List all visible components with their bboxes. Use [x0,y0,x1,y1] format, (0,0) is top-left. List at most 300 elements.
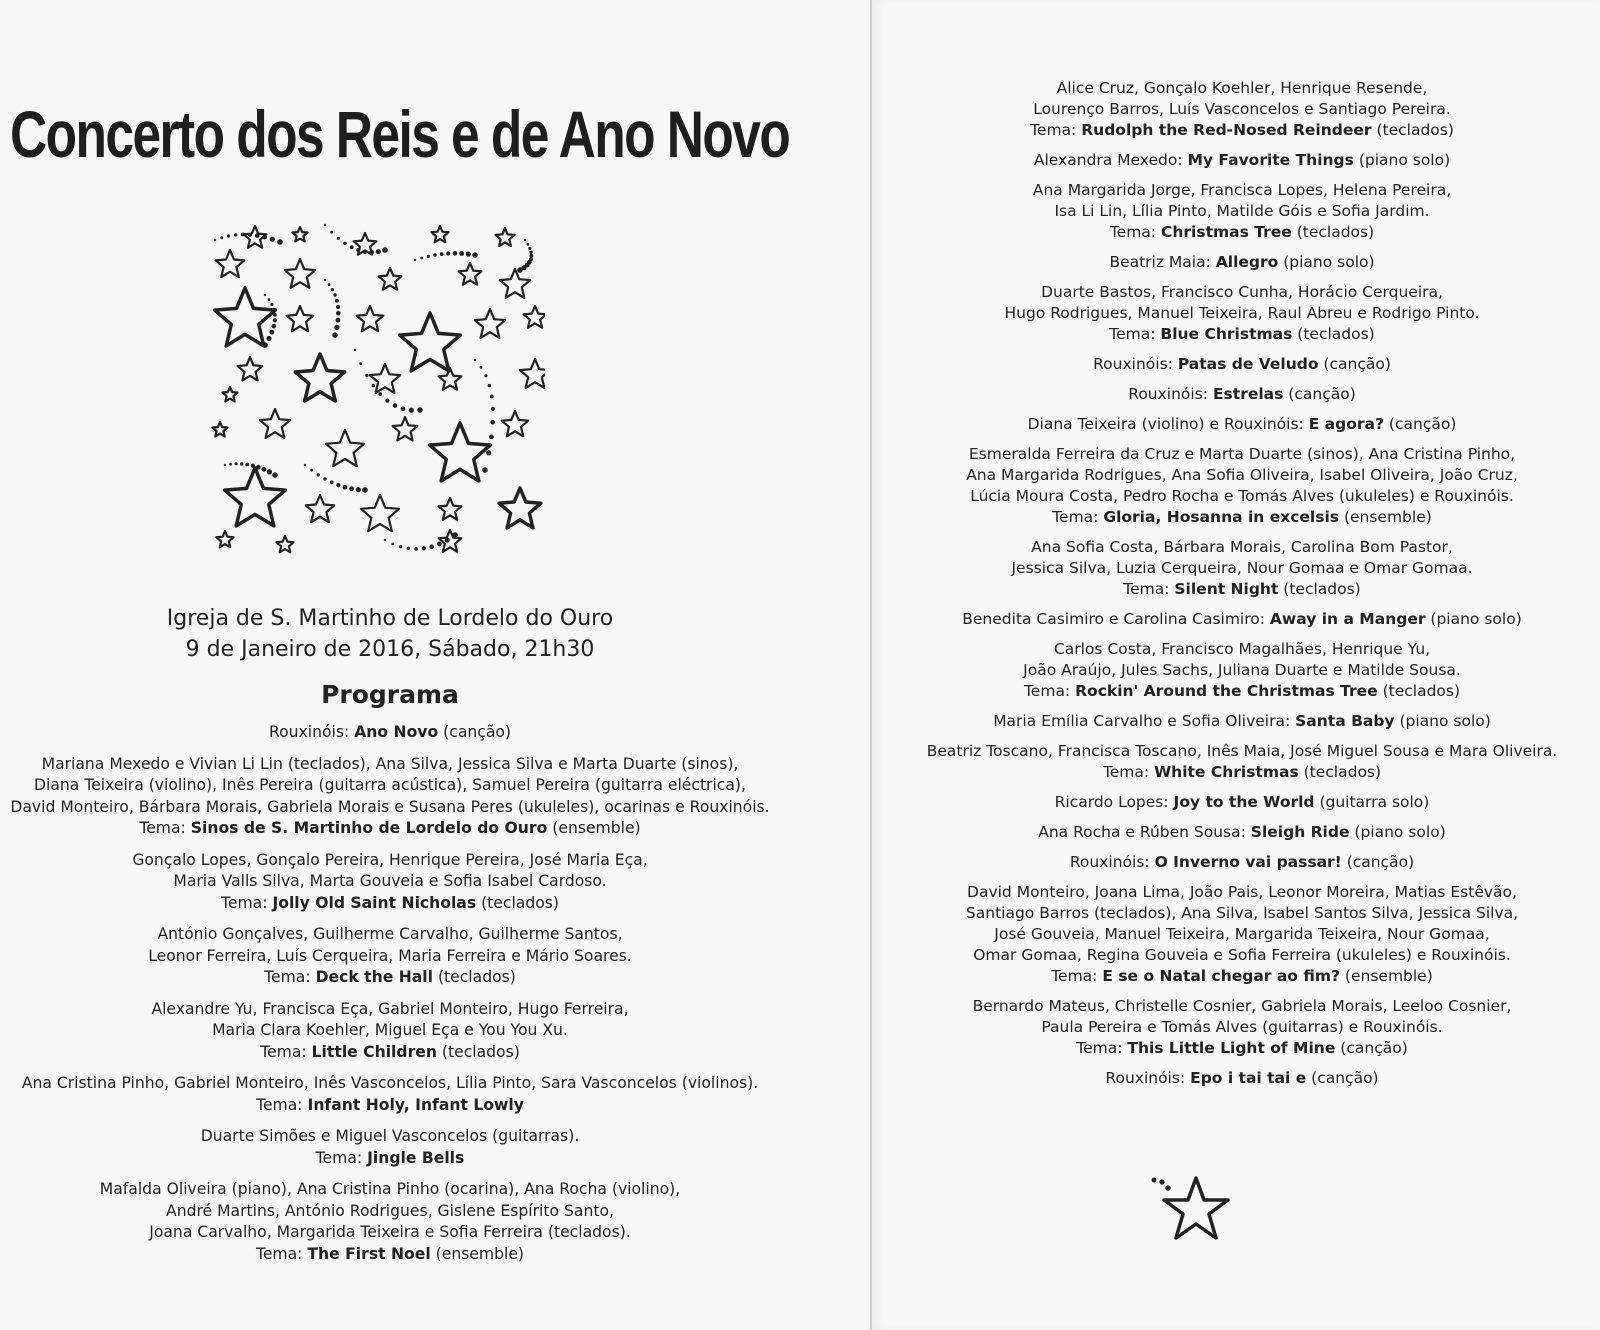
program-entry [0,1126,820,1169]
program-entry [902,996,1582,1059]
performers-line: Joana Carvalho, Margarida Teixeira e Sofia Ferreira (teclados). [149,1223,631,1241]
piece-title: Epo i tai tai e [1190,1069,1307,1087]
program-entry [902,384,1582,405]
star-dot [332,332,338,338]
piece-lead: Tema: [264,968,311,986]
star-dot [349,486,354,491]
performers-line: Hugo Rodrigues, Manuel Teixeira, Raul Abreu e Rodrigo Pinto. [1004,304,1480,322]
star-icon [1148,1170,1238,1250]
star-dot [229,463,232,466]
performers-line: Beatriz Toscano, Francisca Toscano, Inês Maia, José Miguel Sousa e Mara Oliveira. [926,742,1558,760]
performers-line: Ana Margarida Jorge, Francisca Lopes, Helena Pereira, [1032,181,1452,199]
star-dot [336,311,341,316]
star-dot [385,399,389,403]
piece-lead: Rouxinóis: [268,723,350,741]
star-dot [401,406,406,411]
piece-lead: Rouxinóis: [1128,385,1209,403]
piece-title: E agora? [1308,415,1384,433]
star-dot [1159,1179,1164,1184]
star-dot [354,349,356,351]
star-dot [262,235,267,240]
star-dot [264,294,266,296]
piece-lead: Tema: [1123,580,1170,598]
star-dot [452,532,458,538]
piece-lead: Alexandra Mexedo: [1033,151,1183,169]
performers-line: Paula Pereira e Tomás Alves (guitarras) e Rouxinóis. [1041,1018,1443,1036]
piece-format: (teclados) [1283,580,1361,598]
piece-lead: Tema: [1052,508,1099,526]
star-dot [267,469,272,474]
piece-line [0,1095,820,1117]
star-shape [439,498,462,520]
piece-lead: Ana Rocha e Rúben Sousa: [1038,823,1246,841]
piece-lead: Tema: [1109,325,1156,343]
program-heading: Programa [321,680,459,709]
piece-line [0,722,820,744]
star-shape [370,364,400,393]
performers-line: Mafalda Oliveira (piano), Ana Cristina Pinho (ocarina), Ana Rocha (violino), [99,1180,681,1198]
star-shape [357,306,384,331]
star-dot [414,547,418,551]
star-shape [502,411,529,436]
star-shape [400,313,461,371]
performers-line: Leonor Ferreira, Luís Cerqueira, Maria Ferreira e Mário Soares. [148,946,632,965]
piece-title: Little Children [311,1042,437,1061]
piece-line [902,966,1582,987]
piece-line [0,1244,820,1266]
piece-format: (teclados) [1382,682,1461,700]
star-dot [234,233,237,236]
program-entry [902,78,1582,141]
star-dot [255,233,260,238]
performers-line: Bernardo Mateus, Christelle Cosnier, Gabriela Morais, Leeloo Cosnier, [972,997,1512,1015]
program-entry [0,850,820,915]
performers-line: Duarte Bastos, Francisco Cunha, Horácio Cerqueira, [1041,283,1443,301]
piece-lead: Rouxinóis: [1093,355,1173,373]
star-dot [262,467,267,472]
piece-format: (guitarra solo) [1319,793,1430,811]
program-entry [0,1073,820,1116]
piece-title: Away in a Manger [1269,610,1426,628]
program-entry [902,741,1582,783]
piece-lead: Maria Emília Carvalho e Sofia Oliveira: [993,712,1291,730]
star-shape [439,530,462,552]
piece-title: White Christmas [1154,763,1299,781]
star-dot [277,239,283,245]
star-dot [527,243,530,246]
piece-line [0,893,820,915]
piece-format: (teclados) [1297,325,1375,343]
star-shape [285,259,315,288]
venue: Igreja de S. Martinho de Lordelo do Ouro [166,606,614,631]
star-dot [251,464,255,468]
performers-line: Mariana Mexedo e Vivian Li Lin (teclados), Ana Silva, Jessica Silva e Marta Duarte (sinos), [41,754,739,773]
program-entry [902,852,1582,873]
star-dot [240,462,243,465]
star-dot [268,298,271,301]
program-entry [902,444,1582,528]
program-entry [902,822,1582,843]
piece-title: Christmas Tree [1160,223,1292,241]
piece-line [902,1068,1582,1089]
star-dot [272,324,277,329]
star-shape [475,309,505,338]
star-shape [393,417,418,441]
performers-line: Maria Valls Silva, Marta Gouveia e Sofia Isabel Cardoso. [173,872,607,890]
star-dot [248,233,252,237]
piece-format: (ensemble) [435,1244,525,1263]
star-dot [323,477,326,480]
star-dot [409,408,414,413]
star-shape [430,423,491,481]
piece-lead: Tema: [221,893,268,912]
star-dot [474,359,476,361]
piece-line [902,852,1582,873]
star-dot [235,462,238,465]
piece-lead: Tema: [315,1148,363,1167]
star-dot [330,480,334,484]
performers-line: Lúcia Moura Costa, Pedro Rocha e Tomás Alves (ukuleles) e Rouxinóis. [970,487,1514,505]
piece-line [902,711,1582,732]
program-entry [902,150,1582,171]
performers-line: Duarte Simões e Miguel Vasconcelos (guitarras). [200,1127,580,1145]
star-dot [270,303,273,306]
star-dot [331,288,334,291]
star-shape [215,288,276,346]
performers-line: João Araújo, Jules Sachs, Juliana Duarte e Matilde Sousa. [1023,661,1461,679]
performers-line: Esmeralda Ferreira da Cruz e Marta Duarte (sinos), Ana Cristina Pinho, [968,445,1516,463]
star-dot [422,546,426,550]
star-shape [292,227,307,242]
piece-line [902,822,1582,843]
piece-format: (canção) [1311,1069,1379,1087]
star-dot [1152,1178,1157,1183]
star-dot [459,251,464,256]
event-date: 9 de Janeiro de 2016, Sábado, 21h30 [185,637,595,662]
piece-title: Gloria, Hosanna in excelsis [1103,508,1339,526]
star-dot [399,545,402,548]
star-dot [220,236,223,239]
piece-format: (ensemble) [552,819,641,837]
piece-line [902,681,1582,702]
star-dot [335,299,339,303]
star-dot [262,342,268,348]
piece-format: (teclados) [1296,223,1375,241]
star-dot [472,252,478,258]
piece-title: Blue Christmas [1160,325,1293,343]
piece-line [902,579,1582,600]
piece-lead: Tema: [1030,121,1077,139]
program-entry [902,639,1582,702]
piece-title: Sleigh Ride [1250,823,1350,841]
piece-title: Silent Night [1174,580,1279,598]
performers-line: Alice Cruz, Gonçalo Koehler, Henrique Resende, [1056,79,1428,97]
piece-title: E se o Natal chegar ao fim? [1102,967,1340,985]
piece-lead: Tema: [1076,1039,1123,1057]
star-shape [216,531,233,547]
star-dot [446,251,450,255]
performers-line: Isa Li Lin, Lília Pinto, Matilde Góis e Sofia Jardim. [1054,202,1430,220]
star-shape [520,359,545,388]
program-entry [902,282,1582,345]
piece-title: My Favorite Things [1187,151,1354,169]
star-shape [496,228,515,246]
piece-lead: Tema: [139,819,186,837]
star-shape [1164,1178,1228,1238]
star-dot [241,233,245,237]
piece-line [0,818,820,840]
star-dot [270,237,275,242]
star-dot [362,487,368,493]
star-dot [336,305,340,309]
star-shape [260,409,290,438]
program-list-right [902,78,1582,1098]
star-dot [273,318,277,322]
program-entry [902,180,1582,243]
star-dot [333,293,336,296]
star-dot [328,283,331,286]
piece-lead: Tema: [260,1042,307,1061]
star-shape [326,430,364,466]
star-dot [382,247,388,253]
piece-title: Jingle Bells [367,1148,465,1167]
piece-title: Patas de Veludo [1177,355,1319,373]
star-dot [414,259,416,261]
star-dot [310,469,313,472]
star-dot [482,467,488,473]
star-dot [529,251,532,254]
piece-line [902,324,1582,345]
stars-illustration [205,220,545,570]
program-entry [902,609,1582,630]
piece-line [902,252,1582,273]
star-dot [378,392,382,396]
star-shape [276,536,293,552]
piece-title: Rudolph the Red-Nosed Reindeer [1081,121,1372,139]
program-entry [0,924,820,989]
star-dot [369,250,374,255]
performers-line: Ana Sofia Costa, Bárbara Morais, Carolina Bom Pastor, [1031,538,1453,556]
program-entry [902,414,1582,435]
piece-lead: Tema: [1023,682,1071,700]
piece-format: (canção) [1323,355,1391,373]
star-shape [361,495,399,531]
star-dot [440,252,444,256]
program-entry [902,537,1582,600]
piece-format: (ensemble) [1343,508,1432,526]
piece-format: (piano solo) [1358,151,1451,169]
program-entry [902,792,1582,813]
performers-line: Carlos Costa, Francisco Magalhães, Henrique Yu, [1053,640,1431,658]
star-dot [489,435,494,440]
piece-format: (teclados) [437,968,516,986]
star-dot [491,420,496,425]
star-dot [420,257,423,260]
piece-line [902,1038,1582,1059]
star-shape [222,387,237,402]
star-dot [376,249,381,254]
star-dot [336,483,340,487]
performers-line: Gonçalo Lopes, Gonçalo Pereira, Henrique Pereira, José Maria Eça, [132,850,648,869]
piece-line [902,120,1582,141]
performers-line: António Gonçalves, Guilherme Carvalho, Guilherme Santos, [157,925,623,943]
star-dot [256,465,261,470]
piece-format: (teclados) [1376,121,1454,139]
star-dot [343,485,348,490]
star-shape [379,268,402,290]
program-entry [0,1179,820,1265]
piece-format: (ensemble) [1344,967,1433,985]
performers-line: Lourenço Barros, Luís Vasconcelos e Santiago Pereira. [1033,100,1451,118]
star-dot [407,547,410,550]
performers-line: André Martins, António Rodrigues, Gislene Espírito Santo, [166,1201,614,1220]
star-dot [427,255,430,258]
piece-lead: Tema: [1109,223,1157,241]
piece-lead: Rouxinóis: [1069,853,1150,871]
piece-format: (canção) [1346,853,1415,871]
star-dot [214,239,216,241]
performers-line: Alexandre Yu, Francisca Eça, Gabriel Monteiro, Hugo Ferreira, [151,999,629,1018]
piece-title: Ano Novo [354,723,439,741]
piece-line [902,507,1582,528]
piece-line [902,414,1582,435]
piece-format: (piano solo) [1399,712,1491,730]
performers-line: Ana Cristina Pinho, Gabriel Monteiro, Inês Vasconcelos, Lília Pinto, Sara Vasconcelos (violinos). [21,1074,759,1092]
star-dot [480,366,483,369]
piece-lead: Beatriz Maia: [1109,253,1211,271]
star-dot [517,267,523,273]
piece-format: (canção) [1340,1039,1408,1057]
piece-line [902,222,1582,243]
star-dot [324,224,326,226]
star-shape [238,357,263,381]
piece-line [0,1148,820,1170]
piece-format: (piano solo) [1283,253,1375,271]
star-dot [490,395,494,399]
star-shape [216,250,245,277]
star-dot [486,450,491,455]
star-dot [356,487,361,492]
star-shape [524,306,545,328]
star-dot [272,472,278,478]
piece-lead: Tema: [256,1095,303,1114]
performers-line: David Monteiro, Bárbara Morais, Gabriela Morais e Susana Peres (ukuleles), ocarinas e Rouxinóis. [10,797,770,816]
piece-title: Infant Holy, Infant Lowly [307,1095,524,1114]
star-dot [350,245,354,249]
star-shape [459,263,482,285]
program-entry [902,252,1582,273]
star-dot [1165,1185,1171,1191]
star-dot [524,239,526,241]
star-dot [391,543,394,546]
piece-lead: Tema: [255,1244,303,1263]
piece-line [902,150,1582,171]
program-entry [0,722,820,744]
star-shape [500,269,530,298]
star-dot [324,279,326,281]
star-dot [359,362,362,365]
concert-title: Concerto dos Reis e de Ano Novo [10,97,790,171]
performers-line: David Monteiro, Joana Lima, João Pais, Leonor Moreira, Matias Estêvão, [967,883,1517,901]
piece-line [0,967,820,989]
piece-format: (canção) [1288,385,1356,403]
performers-line: Diana Teixeira (violino), Inês Pereira (guitarra acústica), Samuel Pereira (guitarra eléctrica), [34,776,746,794]
star-shape [431,226,448,242]
star-dot [330,231,333,234]
piece-title: O Inverno vai passar! [1154,853,1342,871]
star-dot [466,252,471,257]
performers-line: Maria Clara Koehler, Miguel Eça e You You Xu. [212,1021,568,1039]
piece-line [902,384,1582,405]
performers-line: Jessica Silva, Luzia Cerqueira, Nour Gomaa e Omar Gomaa. [1011,559,1473,577]
star-dot [365,374,368,377]
program-entry [902,882,1582,987]
star-dot [393,403,398,408]
piece-line [0,1042,820,1064]
piece-line [902,762,1582,783]
star-dot [484,374,487,377]
piece-title: Deck the Hall [315,968,433,986]
piece-title: Sinos de S. Martinho de Lordelo do Ouro [190,819,548,837]
piece-format: (canção) [1388,415,1457,433]
star-dot [273,313,277,317]
performers-line: José Gouveia, Manuel Teixeira, Margarida Teixeira, Nour Gomaa, [994,925,1490,943]
piece-lead: Diana Teixeira (violino) e Rouxinóis: [1027,415,1304,433]
star-dot [445,537,450,542]
star-dot [363,249,368,254]
star-dot [270,330,275,335]
program-entry [902,354,1582,375]
right-page [870,0,1600,1330]
piece-lead: Tema: [1102,763,1150,781]
piece-title: Rockin' Around the Christmas Tree [1075,682,1378,700]
piece-lead: Rouxinóis: [1105,1069,1186,1087]
star-dot [372,384,375,387]
piece-format: (teclados) [441,1042,520,1061]
star-dot [417,407,423,413]
piece-title: Jolly Old Saint Nicholas [272,893,477,912]
program-entry [0,999,820,1064]
star-dot [317,473,320,476]
star-dot [224,464,226,466]
star-dot [337,237,340,240]
performers-line: Santiago Barros (teclados), Ana Silva, Isabel Santos Silva, Jessica Silva, [965,904,1519,922]
piece-title: The First Noel [307,1244,431,1263]
piece-lead: Tema: [1051,967,1098,985]
program-entry [902,711,1582,732]
piece-format: (piano solo) [1430,610,1522,628]
star-dot [227,234,230,237]
piece-line [902,354,1582,375]
piece-format: (teclados) [1303,763,1382,781]
star-dot [356,248,360,252]
star-shape [287,306,314,331]
piece-title: This Little Light of Mine [1127,1039,1336,1057]
program-entry [902,1068,1582,1089]
piece-title: Estrelas [1212,385,1284,403]
piece-title: Santa Baby [1295,712,1395,730]
star-shape [212,422,227,437]
piece-title: Joy to the World [1173,793,1315,811]
star-dot [433,253,436,256]
star-dot [336,318,341,323]
star-dot [245,463,249,467]
piece-format: (piano solo) [1354,823,1446,841]
star-dot [453,251,458,256]
star-dot [528,247,531,250]
star-shape [306,495,335,522]
performers-line: Omar Gomaa, Regina Gouveia e Sofia Ferreira (ukuleles) e Rouxinóis. [973,946,1511,964]
